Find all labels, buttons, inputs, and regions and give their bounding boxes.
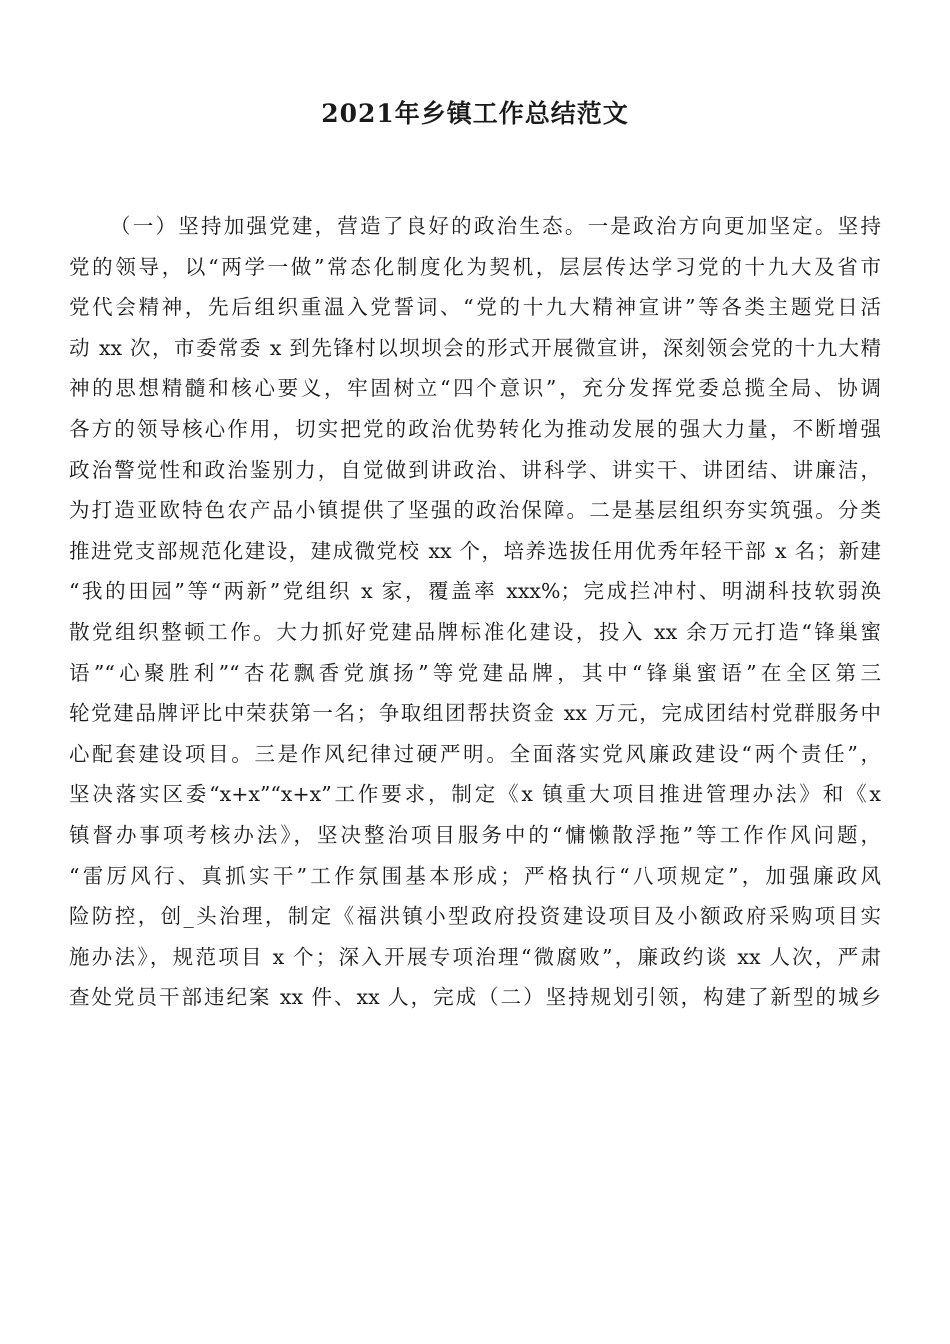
paragraph-line: 心配套建设项目。三是作风纪律过硬严明。全面落实党风廉政建设“两个责任”，	[69, 741, 881, 766]
paragraph-line: 推进党支部规范化建设，建成微党校 xx 个，培养选拔任用优秀年轻干部 x 名；新建	[69, 538, 881, 563]
paragraph-line: 镇督办事项考核办法》，坚决整治项目服务中的“慵懒散浮拖”等工作作风问题，	[69, 822, 881, 847]
paragraph-line: 为打造亚欧特色农产品小镇提供了坚强的政治保障。二是基层组织夯实筑强。分类	[69, 498, 881, 523]
paragraph-line: 散党组织整顿工作。大力抓好党建品牌标准化建设，投入 xx 余万元打造“锋巢蜜	[69, 619, 881, 644]
paragraph-line: （一）坚持加强党建，营造了良好的政治生态。一是政治方向更加坚定。坚持	[110, 214, 881, 238]
paragraph-line: 语”“心聚胜利”“杏花飘香党旗扬”等党建品牌，其中“锋巢蜜语”在全区第三	[69, 660, 881, 685]
document-title: 2021年乡镇工作总结范文	[321, 99, 629, 128]
paragraph-line: 查处党员干部违纪案 xx 件、xx 人，完成（二）坚持规划引领，构建了新型的城乡	[69, 985, 881, 1010]
paragraph-line: 政治警觉性和政治鉴别力，自觉做到讲政治、讲科学、讲实干、讲团结、讲廉洁，	[69, 457, 881, 482]
paragraph-line: 施办法》，规范项目 x 个；深入开展专项治理“微腐败”，廉政约谈 xx 人次，严肃	[69, 944, 881, 969]
paragraph-line: 党的领导，以“两学一做”常态化制度化为契机，层层传达学习党的十九大及省市	[69, 254, 881, 279]
paragraph-line: “我的田园”等“两新”党组织 x 家，覆盖率 xxx%；完成拦冲村、明湖科技软弱涣	[69, 579, 881, 604]
body-paragraph	[69, 206, 881, 1018]
paragraph-line: 险防控，创_头治理，制定《福洪镇小型政府投资建设项目及小额政府采购项目实	[69, 904, 881, 929]
paragraph-line: 党代会精神，先后组织重温入党誓词、“党的十九大精神宣讲”等各类主题党日活	[69, 295, 881, 320]
paragraph-line: 坚决落实区委“x+x”“x+x”工作要求，制定《x 镇重大项目推进管理办法》和《x	[69, 782, 881, 807]
paragraph-line: “雷厉风行、真抓实干”工作氛围基本形成；严格执行“八项规定”，加强廉政风	[69, 863, 881, 888]
paragraph-line: 动 xx 次，市委常委 x 到先锋村以坝坝会的形式开展微宣讲，深刻领会党的十九大精	[69, 335, 881, 360]
paragraph-line: 轮党建品牌评比中荣获第一名；争取组团帮扶资金 xx 万元，完成团结村党群服务中	[69, 701, 881, 726]
paragraph-line: 神的思想精髓和核心要义，牢固树立“四个意识”，充分发挥党委总揽全局、协调	[69, 376, 881, 401]
paragraph-line: 各方的领导核心作用，切实把党的政治优势转化为推动发展的强大力量，不断增强	[69, 416, 881, 441]
